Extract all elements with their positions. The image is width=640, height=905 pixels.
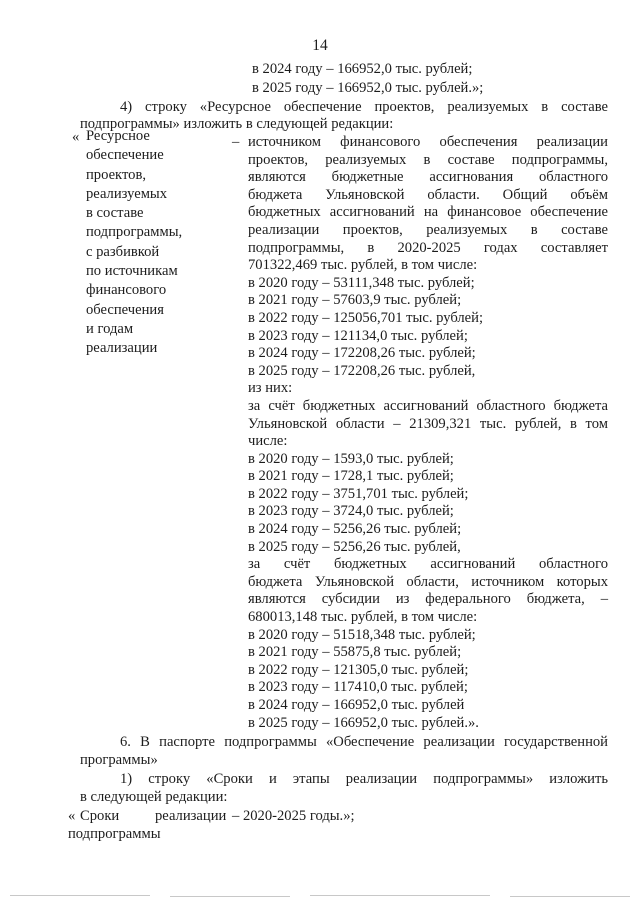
value-line: являются бюджетные ассигнования областного bbox=[248, 169, 608, 186]
label-line: подпрограммы, bbox=[86, 224, 183, 241]
scan-artifact bbox=[310, 895, 490, 896]
value-line: в 2025 году – 5256,26 тыс. рублей, bbox=[248, 538, 461, 555]
value-line: в 2025 году – 172208,26 тыс. рублей, bbox=[248, 362, 476, 379]
label-line: реализации bbox=[86, 340, 158, 357]
label-line: в составе bbox=[86, 205, 144, 222]
value-line: подпрограммы, в 2020-2025 годах составляет bbox=[248, 239, 608, 256]
value-line: за счёт бюджетных ассигнований областного bbox=[248, 556, 608, 573]
item-6-line-2: программы» bbox=[80, 752, 158, 768]
scan-artifact bbox=[170, 896, 290, 897]
scan-artifact bbox=[510, 896, 630, 897]
text-line: в 2025 году – 166952,0 тыс. рублей.»; bbox=[252, 80, 484, 96]
value-line: проектов, реализуемых в составе подпрограммы, bbox=[248, 151, 608, 168]
label-line: финансового bbox=[86, 282, 167, 299]
scan-artifact bbox=[10, 895, 150, 896]
value-line: в 2022 году – 121305,0 тыс. рублей; bbox=[248, 661, 469, 678]
item-6-1-line-2: в следующей редакции: bbox=[80, 789, 228, 805]
value-line: источником финансового обеспечения реализации bbox=[248, 134, 608, 150]
term-label: Сроки bbox=[80, 808, 120, 824]
item-4-line-2: подпрограммы» изложить в следующей редакции: bbox=[80, 116, 394, 132]
value-line: в 2024 году – 5256,26 тыс. рублей; bbox=[248, 521, 462, 538]
value-line: 701322,469 тыс. рублей, в том числе: bbox=[248, 257, 478, 274]
open-quote: « bbox=[68, 808, 76, 824]
term-label-2: подпрограммы bbox=[68, 826, 161, 842]
dash: – bbox=[232, 134, 240, 150]
value-line: бюджетных ассигнований на финансовое обеспечение bbox=[248, 204, 608, 221]
value-line: Ульяновской области – 21309,321 тыс. рублей, в том bbox=[248, 415, 608, 432]
open-quote: « bbox=[72, 129, 80, 145]
value-line: в 2022 году – 125056,701 тыс. рублей; bbox=[248, 309, 484, 326]
value-line: в 2020 году – 1593,0 тыс. рублей; bbox=[248, 450, 454, 467]
value-line: за счёт бюджетных ассигнований областного бюджета bbox=[248, 397, 608, 414]
text-line: в 2024 году – 166952,0 тыс. рублей; bbox=[252, 61, 473, 77]
value-line: числе: bbox=[248, 433, 288, 450]
item-6-line-1: 6. В паспорте подпрограммы «Обеспечение реализации государственной bbox=[120, 734, 608, 750]
value-line: в 2025 году – 166952,0 тыс. рублей.». bbox=[248, 714, 479, 731]
value-line: бюджета Ульяновской области. Общий объём bbox=[248, 186, 608, 203]
value-line: 680013,148 тыс. рублей, в том числе: bbox=[248, 609, 478, 626]
value-line: в 2024 году – 172208,26 тыс. рублей; bbox=[248, 345, 476, 362]
page-number: 14 bbox=[312, 37, 328, 54]
resource-label bbox=[86, 127, 182, 359]
label-line: проектов, bbox=[86, 166, 146, 183]
term-label: реализации bbox=[155, 808, 227, 824]
value-line: в 2023 году – 117410,0 тыс. рублей; bbox=[248, 679, 468, 696]
value-line: в 2022 году – 3751,701 тыс. рублей; bbox=[248, 485, 469, 502]
value-line: реализации проектов, реализуемых в составе bbox=[248, 221, 608, 238]
label-line: с разбивкой bbox=[86, 243, 160, 260]
resource-value bbox=[248, 134, 608, 732]
value-line: являются субсидии из федерального бюджета, – bbox=[248, 591, 608, 608]
label-line: Ресурсное bbox=[86, 128, 150, 144]
value-line: в 2021 году – 55875,8 тыс. рублей; bbox=[248, 644, 462, 661]
value-line: в 2023 году – 3724,0 тыс. рублей; bbox=[248, 503, 454, 520]
label-line: и годам bbox=[86, 320, 134, 337]
label-line: обеспечение bbox=[86, 147, 164, 164]
item-6-1-line-1: 1) строку «Сроки и этапы реализации подпрограммы» изложить bbox=[120, 771, 608, 787]
label-line: по источникам bbox=[86, 263, 178, 280]
value-line: из них: bbox=[248, 380, 293, 397]
value-line: в 2020 году – 53111,348 тыс. рублей; bbox=[248, 274, 475, 291]
value-line: в 2021 году – 1728,1 тыс. рублей; bbox=[248, 468, 454, 485]
value-line: в 2021 году – 57603,9 тыс. рублей; bbox=[248, 292, 462, 309]
value-line: в 2020 году – 51518,348 тыс. рублей; bbox=[248, 626, 476, 643]
label-line: обеспечения bbox=[86, 301, 164, 318]
label-line: реализуемых bbox=[86, 185, 168, 202]
term-value: – 2020-2025 годы.»; bbox=[232, 808, 355, 824]
value-line: в 2023 году – 121134,0 тыс. рублей; bbox=[248, 327, 468, 344]
value-line: в 2024 году – 166952,0 тыс. рублей bbox=[248, 697, 465, 713]
item-4-line-1: 4) строку «Ресурсное обеспечение проектов, реализуемых в составе bbox=[120, 99, 608, 115]
value-line: бюджета Ульяновской области, источником которых bbox=[248, 573, 608, 590]
